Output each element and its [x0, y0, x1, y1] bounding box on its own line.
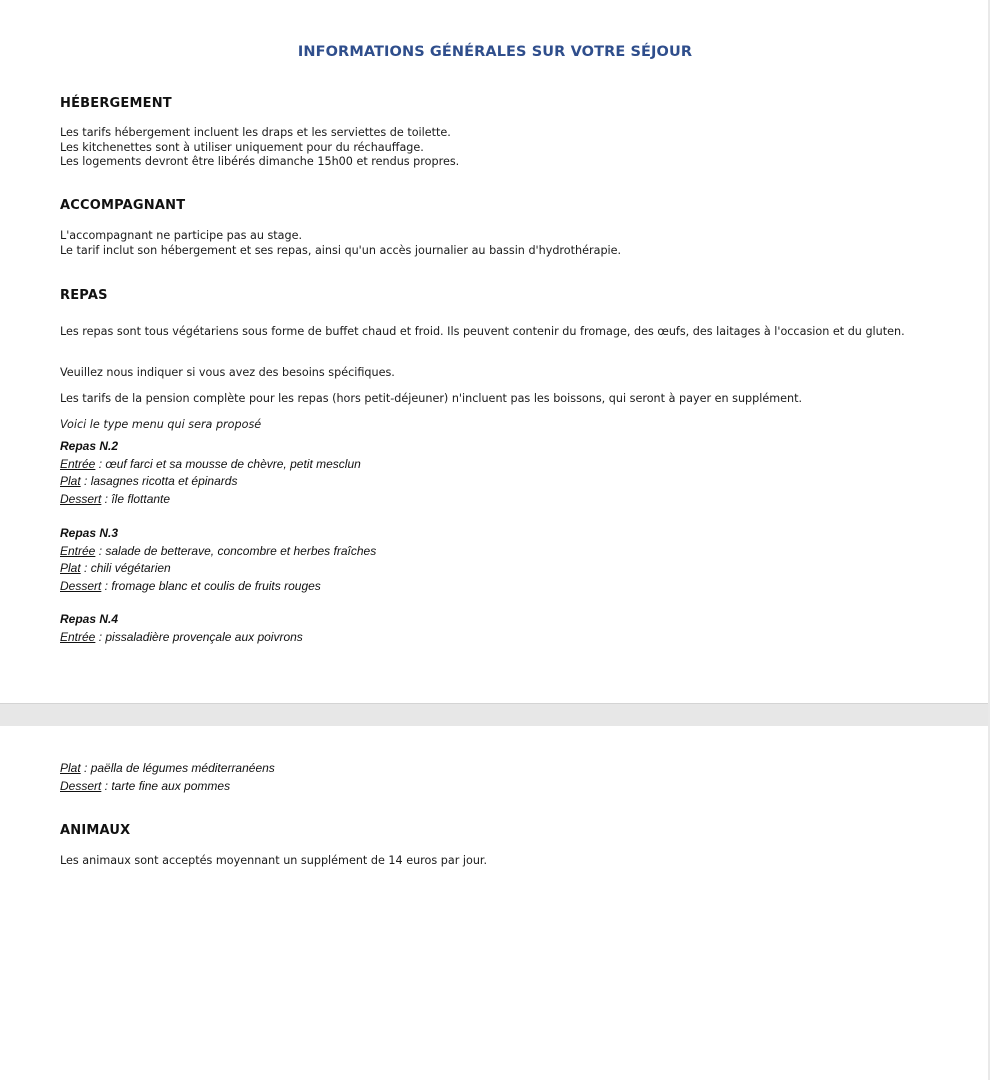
heading-animaux: ANIMAUX: [60, 823, 131, 838]
dessert-text: : fromage blanc et coulis de fruits rouges: [101, 578, 321, 593]
hebergement-line-1: Les tarifs hébergement incluent les draps et les serviettes de toilette.: [60, 126, 451, 139]
heading-repas: REPAS: [60, 288, 108, 303]
animaux-text: [60, 854, 930, 869]
menu-title: Repas N.3: [60, 526, 119, 540]
plat-label: Plat: [60, 474, 81, 488]
accompagnant-text: [60, 229, 930, 258]
menu-title: Repas N.2: [60, 439, 119, 453]
hebergement-line-3: Les logements devront être libérés dimanche 15h00 et rendus propres.: [60, 155, 460, 168]
plat-text: : chili végétarien: [80, 561, 171, 575]
menu-plat: [60, 473, 361, 491]
menu-entree: [60, 543, 376, 561]
menu-intro: Voici le type menu qui sera proposé: [60, 418, 262, 431]
hebergement-text: [60, 126, 930, 170]
menu-plat: [60, 560, 376, 578]
page-separator: [0, 703, 990, 726]
entree-label: Entrée: [60, 629, 96, 644]
plat-text: : paëlla de légumes méditerranéens: [80, 761, 275, 775]
dessert-label: Dessert: [60, 778, 102, 793]
page-2: [0, 726, 990, 1080]
animaux-line: Les animaux sont acceptés moyennant un supplément de 14 euros par jour.: [60, 854, 488, 867]
dessert-text: : île flottante: [101, 491, 171, 506]
repas-paragraph-3: [60, 392, 930, 407]
plat-label: Plat: [60, 761, 81, 775]
repas-paragraph-1: Les repas sont tous végétariens sous forme de buffet chaud et froid. Ils peuvent contenir du fromage, des œufs, des laitages à l'occasion et du gluten.: [60, 325, 905, 338]
accompagnant-line-1: L'accompagnant ne participe pas au stage.: [60, 229, 303, 242]
dessert-label: Dessert: [60, 491, 102, 506]
plat-label: Plat: [60, 561, 81, 575]
entree-text: : œuf farci et sa mousse de chèvre, petit mesclun: [95, 456, 361, 471]
entree-label: Entrée: [60, 543, 96, 558]
plat-text: : lasagnes ricotta et épinards: [80, 474, 238, 488]
menu-title: Repas N.4: [60, 612, 119, 626]
dessert-label: Dessert: [60, 578, 102, 593]
menu-repas-3: [60, 525, 376, 595]
accompagnant-line-2: Le tarif inclut son hébergement et ses repas, ainsi qu'un accès journalier au bassin d'hydrothérapie.: [60, 243, 622, 257]
menu-entree: [60, 629, 303, 647]
menu-plat: [60, 760, 275, 778]
menu-dessert: [60, 778, 275, 796]
menu-dessert: [60, 491, 361, 509]
heading-accompagnant: ACCOMPAGNANT: [60, 198, 186, 213]
repas-paragraph-2-text: Veuillez nous indiquer si vous avez des besoins spécifiques.: [60, 366, 395, 379]
hebergement-line-2: Les kitchenettes sont à utiliser uniquement pour du réchauffage.: [60, 140, 424, 154]
repas-paragraph-2: [60, 366, 930, 381]
menu-dessert: [60, 578, 376, 596]
menu-repas-4-part-2: [60, 760, 275, 795]
entree-label: Entrée: [60, 456, 96, 471]
entree-text: : salade de betterave, concombre et herbes fraîches: [95, 543, 377, 558]
repas-paragraph-3-text: Les tarifs de la pension complète pour les repas (hors petit-déjeuner) n'incluent pas les boissons, qui seront à payer en supplément.: [60, 392, 803, 405]
menu-repas-2: [60, 438, 361, 508]
heading-hebergement: HÉBERGEMENT: [60, 96, 172, 111]
document-title: INFORMATIONS GÉNÉRALES SUR VOTRE SÉJOUR: [297, 44, 693, 60]
menu-repas-4-part-1: [60, 611, 303, 646]
menu-entree: [60, 456, 361, 474]
entree-text: : pissaladière provençale aux poivrons: [95, 629, 303, 644]
dessert-text: : tarte fine aux pommes: [101, 778, 231, 793]
